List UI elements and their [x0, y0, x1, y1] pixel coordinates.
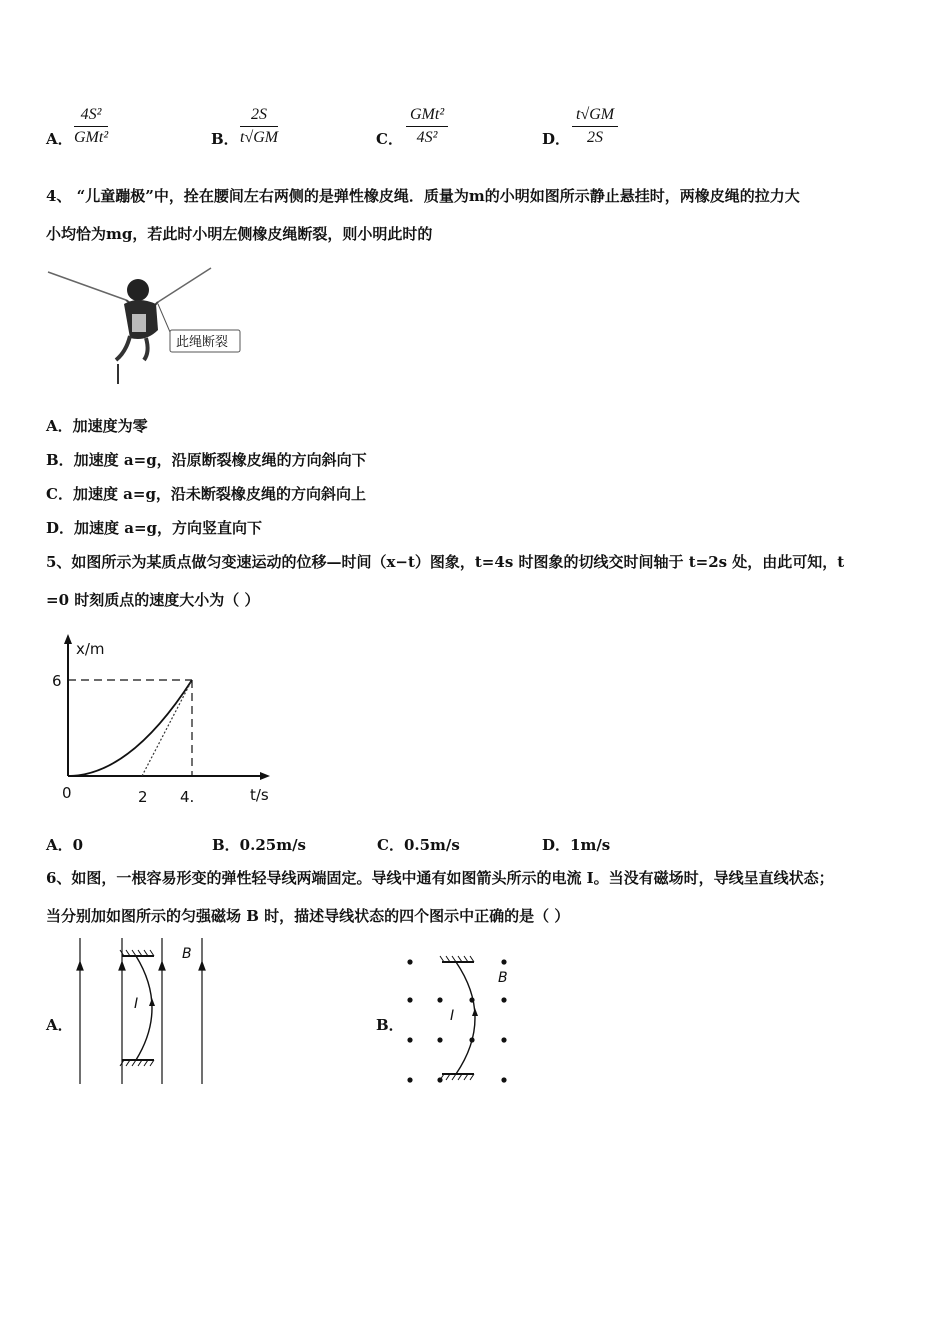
tangent-line: [142, 680, 192, 776]
q6-option-a-figure: [70, 936, 210, 1088]
fraction-numerator: 2S: [240, 106, 278, 127]
right-rope: [158, 268, 211, 302]
q3-option-d-fraction: [572, 106, 618, 147]
current-arrow: [472, 1008, 478, 1016]
q6-stem-line1: 6、如图，一根容易形变的弹性轻导线两端固定。导线中通有如图箭头所示的电流 I。当没有磁场时，导线呈直线状态；: [46, 869, 834, 887]
q4-option-a: A．加速度为零: [46, 417, 148, 435]
q3-option-c-letter: C．: [376, 130, 403, 148]
harness: [132, 314, 146, 332]
fraction-numerator: t√GM: [572, 106, 618, 127]
x-axis-arrow: [260, 772, 270, 780]
q3-option-b-fraction: [240, 106, 278, 147]
q3-option-a-fraction: [74, 106, 108, 147]
q6-option-b-figure: [398, 950, 528, 1090]
q5-stem-line2: =0 时刻质点的速度大小为（ ）: [46, 591, 260, 609]
fraction-numerator: GMt²: [406, 106, 448, 127]
q5-xt-graph: [46, 632, 296, 812]
q4-stem-line1: 4、 “儿童蹦极”中，拴在腰间左右两侧的是弹性橡皮绳．质量为m的小明如图所示静止悬挂时，两橡皮绳的拉力大: [46, 187, 800, 205]
q5-option-c: C．0.5m/s: [377, 836, 460, 854]
field-dot: [407, 997, 412, 1002]
xt-curve: [68, 680, 192, 776]
fraction-numerator: 4S²: [74, 106, 108, 127]
q5-stem-line1: 5、如图所示为某质点做匀变速运动的位移—时间（x−t）图象，t=4s 时图象的切线交时间轴于 t=2s 处，由此可知，t: [46, 553, 845, 571]
field-dot: [501, 1077, 506, 1082]
q6-option-a-letter: A．: [46, 1016, 73, 1034]
child-head: [127, 279, 149, 301]
current-label: I: [134, 996, 139, 1012]
field-dot: [501, 1037, 506, 1042]
fraction-denominator: 4S²: [416, 129, 438, 146]
fraction-denominator: t√GM: [240, 129, 279, 146]
field-dot: [407, 959, 412, 964]
current-label: I: [450, 1008, 455, 1024]
child-leg-left: [116, 336, 130, 360]
q4-option-c: C．加速度 a=g，沿未断裂橡皮绳的方向斜向上: [46, 485, 366, 503]
x-tick-2: 2: [138, 788, 148, 806]
field-dot: [437, 997, 442, 1002]
field-arrow: [159, 962, 165, 970]
y-tick-6: 6: [52, 672, 62, 690]
field-label: B: [498, 970, 508, 986]
q3-option-a-letter: A．: [46, 130, 73, 148]
field-dot: [501, 959, 506, 964]
field-dot: [407, 1077, 412, 1082]
q6-option-b-letter: B．: [376, 1016, 404, 1034]
current-arrow: [149, 998, 155, 1006]
origin-label: 0: [62, 784, 72, 802]
wire: [456, 962, 475, 1074]
field-arrow: [77, 962, 83, 970]
x-axis-label: t/s: [250, 786, 269, 804]
x-tick-4: 4.: [180, 788, 195, 806]
q5-option-a: A．0: [46, 836, 84, 854]
callout-pointer: [158, 304, 170, 332]
q4-stem-line2: 小均恰为mg，若此时小明左侧橡皮绳断裂，则小明此时的: [46, 225, 433, 243]
field-dot: [407, 1037, 412, 1042]
q4-bungee-figure: [46, 260, 266, 390]
q4-option-d: D．加速度 a=g，方向竖直向下: [46, 519, 263, 537]
q3-option-b-letter: B．: [211, 130, 239, 148]
field-arrow: [119, 962, 125, 970]
q3-option-d-letter: D．: [542, 130, 571, 148]
q6-stem-line2: 当分别加如图所示的匀强磁场 B 时，描述导线状态的四个图示中正确的是（ ）: [46, 907, 570, 925]
wire: [136, 956, 152, 1060]
q3-option-c-fraction: [406, 106, 448, 147]
q4-option-b: B．加速度 a=g，沿原断裂橡皮绳的方向斜向下: [46, 451, 367, 469]
y-axis-label: x/m: [76, 640, 105, 658]
q5-option-b: B．0.25m/s: [212, 836, 307, 854]
field-dots: [407, 959, 506, 1082]
field-arrow: [199, 962, 205, 970]
child-leg-right: [144, 338, 148, 360]
fraction-denominator: 2S: [587, 129, 604, 146]
q5-option-d: D．1m/s: [542, 836, 611, 854]
field-dot: [437, 1037, 442, 1042]
callout-label: 此绳断裂: [176, 335, 229, 350]
field-label: B: [182, 946, 192, 962]
field-dot: [501, 997, 506, 1002]
y-axis-arrow: [64, 634, 72, 644]
left-rope: [48, 272, 126, 300]
fraction-denominator: GMt²: [74, 129, 109, 146]
